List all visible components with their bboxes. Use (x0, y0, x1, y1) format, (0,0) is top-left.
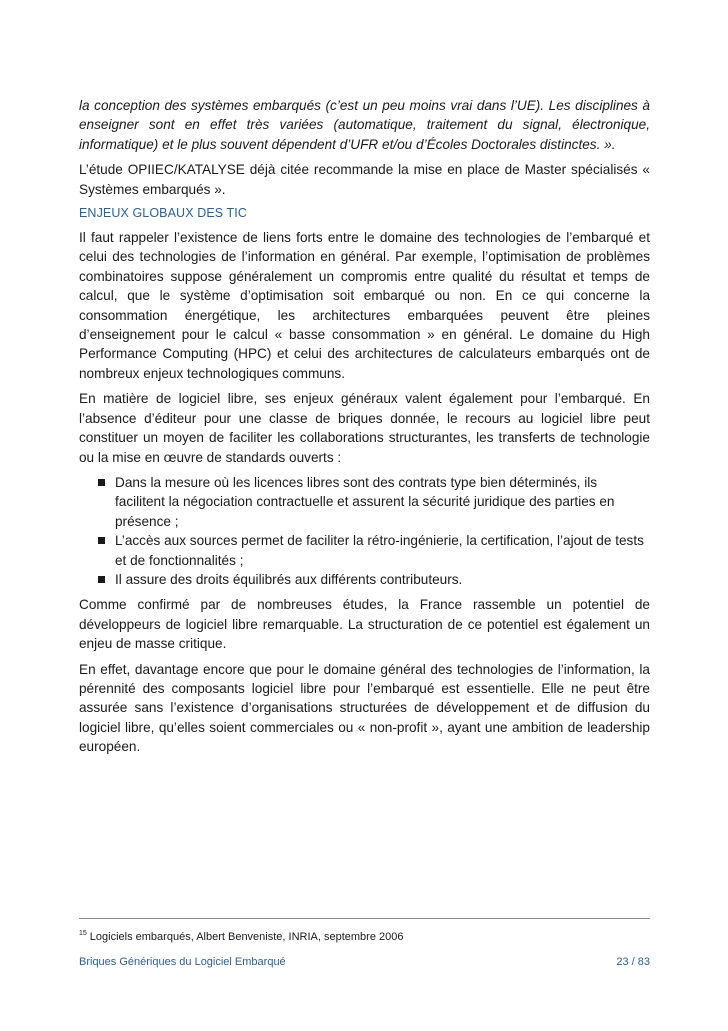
bullet-list (79, 473, 650, 589)
footer-page-number: 23 / 83 (616, 956, 650, 968)
page-footer (79, 955, 650, 970)
footnote (79, 926, 650, 945)
square-bullet-icon (98, 576, 105, 583)
paragraph-quote-end: la conception des systèmes embarqués (c’est un peu moins vrai dans l’UE). Les disciplines à enseigner sont en effet très variées (automatique, traitement du signal, électronique, informatique) et le plus souvent dépendent d’UFR et/ou d’Écoles Doctorales distinctes. ». (79, 98, 650, 152)
footnote-divider (79, 918, 650, 919)
list-item-text: Il assure des droits équilibrés aux différents contributeurs. (115, 571, 463, 587)
footnote-number: 15 (79, 930, 87, 937)
paragraph-sustainability: En effet, davantage encore que pour le domaine général des technologies de l’information, la pérennité des composants logiciel libre pour l’embarqué est essentielle. Elle ne peut être assurée sans l’existence d’organisations structurées de développement et de diffusion du logiciel libre, qu’elles soient commerciales ou « non-profit », ayant une ambition de leadership européen. (79, 661, 650, 755)
list-item-text: Dans la mesure où les licences libres sont des contrats type bien déterminés, ils facilitent la négociation contractuelle et assurent la sécurité juridique des parties en présence ; (115, 474, 615, 529)
list-item (79, 570, 650, 589)
paragraph-france-potential: Comme confirmé par de nombreuses études, la France rassemble un potentiel de développeurs de logiciel libre remarquable. La structuration de ce potentiel est également un enjeu de masse critique. (79, 597, 650, 652)
page-body (79, 96, 650, 763)
section-heading: ENJEUX GLOBAUX DES TIC (79, 206, 247, 221)
list-item (79, 531, 650, 570)
paragraph-free-software: En matière de logiciel libre, ses enjeux généraux valent également pour l’embarqué. En l’absence d’éditeur pour une classe de briques donnée, le recours au logiciel libre peut constituer un moyen de faciliter les collaborations structurantes, les transferts de technologie ou la mise en œuvre de standards ouverts : (79, 391, 650, 465)
paragraph-opiiec-study: L’étude OPIIEC/KATALYSE déjà citée recommande la mise en place de Master spécialisés « Systèmes embarqués ». (79, 162, 650, 197)
footnote-text: Logiciels embarqués, Albert Benveniste, INRIA, septembre 2006 (89, 931, 404, 943)
paragraph-tic-links: Il faut rappeler l’existence de liens forts entre le domaine des technologies de l’embarqué et celui des technologies de l’information en général. Par exemple, l’optimisation de problèmes combinatoires suppose généralement un compromis entre qualité du résultat et temps de calcul, que le système d’optimisation soit embarqué ou non. En ce qui concerne la consommation énergétique, les architectures embarquées peuvent être pleines d’enseignement pour le calcul « basse consommation » en général. Le domaine du High Performance Computing (HPC) et celui des architectures de calculateurs embarqués ont de nombreux enjeux technologiques communs. (79, 230, 650, 381)
footer-document-title: Briques Génériques du Logiciel Embarqué (79, 956, 286, 968)
list-item (79, 473, 650, 531)
square-bullet-icon (98, 479, 105, 486)
list-item-text: L’accès aux sources permet de faciliter la rétro-ingénierie, la certification, l’ajout de tests et de fonctionnalités ; (115, 533, 644, 568)
square-bullet-icon (98, 537, 105, 544)
